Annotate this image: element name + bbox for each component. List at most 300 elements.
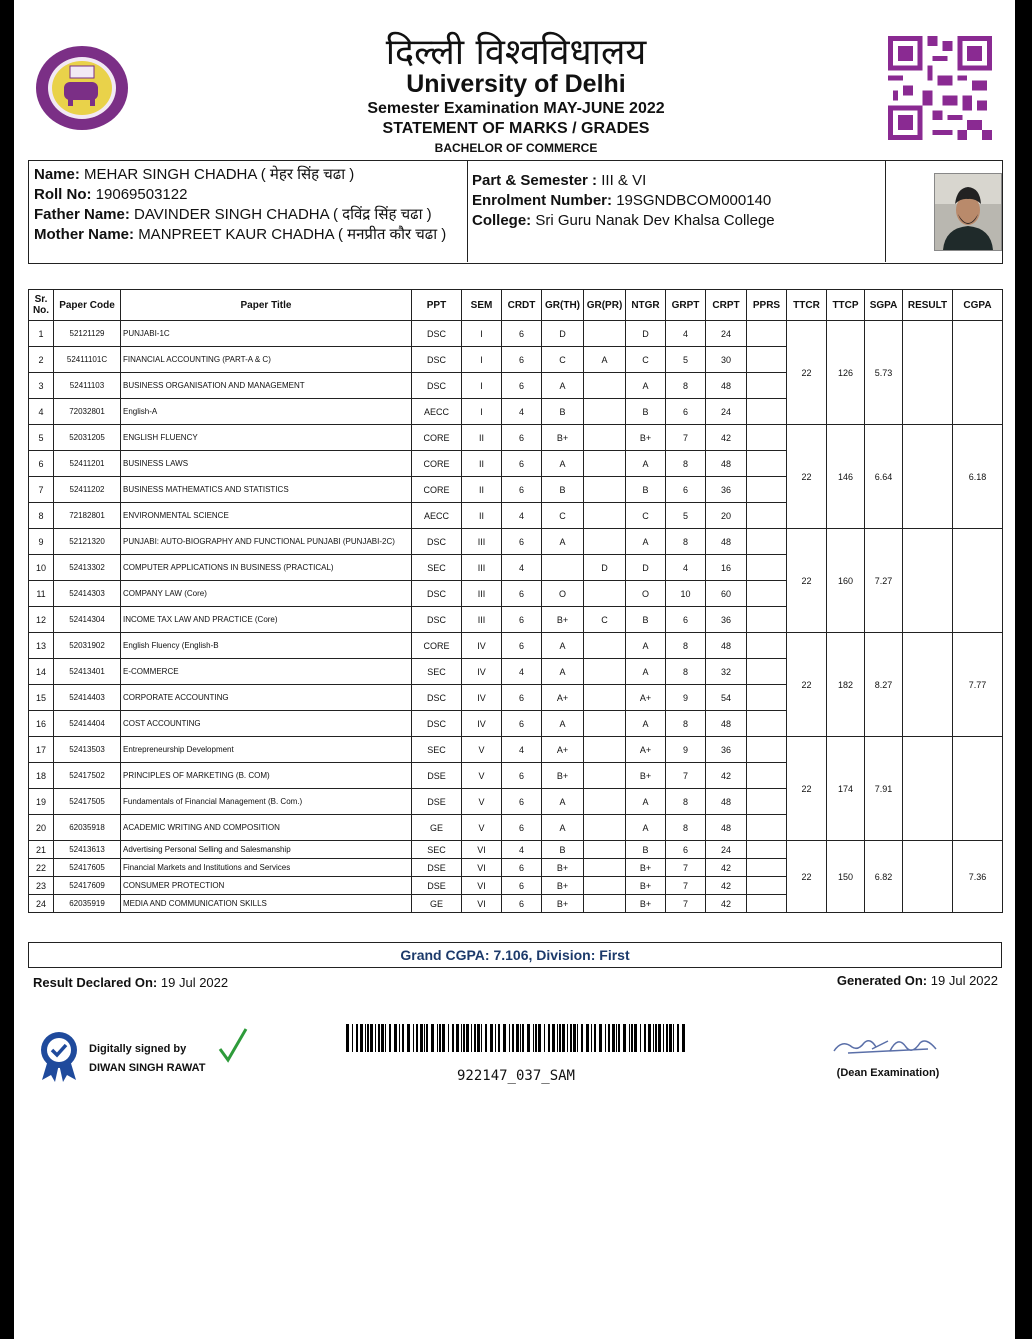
cell-grpr — [584, 895, 626, 913]
cell-ntgr: O — [626, 581, 666, 607]
cell-result — [903, 841, 953, 913]
cell-ttcp: 126 — [827, 321, 865, 425]
cell-crpt: 60 — [706, 581, 747, 607]
column-header: Paper Title — [121, 290, 412, 321]
cell-grpr — [584, 321, 626, 347]
cell-grpr: D — [584, 555, 626, 581]
cell-grpt: 7 — [666, 859, 706, 877]
cell-crdt: 6 — [502, 633, 542, 659]
cell-grth: A+ — [542, 685, 584, 711]
barcode-bar — [631, 1024, 633, 1052]
cell-grpr — [584, 529, 626, 555]
barcode-bar — [557, 1024, 558, 1052]
cell-ntgr: A — [626, 789, 666, 815]
barcode-bar — [424, 1024, 425, 1052]
college-name: Sri Guru Nanak Dev Khalsa College — [535, 212, 775, 229]
barcode-bar — [682, 1024, 685, 1052]
cell-pprs — [747, 763, 787, 789]
barcode-bar — [509, 1024, 510, 1052]
barcode-bar — [381, 1024, 384, 1052]
cell-ntgr: A — [626, 659, 666, 685]
cell-code: 52411201 — [54, 451, 121, 477]
cell-sem: II — [462, 425, 502, 451]
cell-result — [903, 633, 953, 737]
cell-grpr — [584, 877, 626, 895]
barcode-bar — [439, 1024, 441, 1052]
cell-title: COMPUTER APPLICATIONS IN BUSINESS (PRACTICAL) — [121, 555, 412, 581]
barcode-bar — [605, 1024, 606, 1052]
cell-sr: 20 — [29, 815, 54, 841]
cell-crdt: 6 — [502, 477, 542, 503]
cell-code: 62035918 — [54, 815, 121, 841]
cell-crpt: 42 — [706, 763, 747, 789]
cell-sem: VI — [462, 877, 502, 895]
cell-crdt: 4 — [502, 399, 542, 425]
cell-ppt: CORE — [412, 477, 462, 503]
name-label: Name: — [34, 166, 80, 183]
cell-crpt: 30 — [706, 347, 747, 373]
barcode-bar — [640, 1024, 641, 1052]
cell-sr: 15 — [29, 685, 54, 711]
cell-pprs — [747, 659, 787, 685]
cell-ntgr: A — [626, 529, 666, 555]
cell-sem: III — [462, 555, 502, 581]
cell-crpt: 54 — [706, 685, 747, 711]
barcode-bar — [594, 1024, 596, 1052]
cell-sem: I — [462, 399, 502, 425]
column-header: GR(TH) — [542, 290, 584, 321]
cell-ntgr: A — [626, 373, 666, 399]
barcode-bar — [385, 1024, 386, 1052]
cell-ppt: GE — [412, 895, 462, 913]
cell-grpt: 8 — [666, 529, 706, 555]
barcode-bar — [648, 1024, 651, 1052]
cell-ppt: SEC — [412, 659, 462, 685]
barcode-bar — [669, 1024, 672, 1052]
cell-ppt: DSE — [412, 789, 462, 815]
cell-pprs — [747, 451, 787, 477]
part-label: Part & Semester : — [472, 172, 598, 189]
barcode-bar — [658, 1024, 661, 1052]
cell-crdt: 6 — [502, 321, 542, 347]
cell-crdt: 6 — [502, 895, 542, 913]
cell-grth: B — [542, 841, 584, 859]
cell-grth: A — [542, 711, 584, 737]
cell-title: Financial Markets and Institutions and Services — [121, 859, 412, 877]
cell-pprs — [747, 737, 787, 763]
cell-ntgr: A+ — [626, 737, 666, 763]
cell-grth: A+ — [542, 737, 584, 763]
barcode-bar — [416, 1024, 418, 1052]
cell-sem: II — [462, 451, 502, 477]
column-header: CRDT — [502, 290, 542, 321]
cell-grpr — [584, 737, 626, 763]
cell-sem: I — [462, 347, 502, 373]
cell-result — [903, 425, 953, 529]
cell-code: 72182801 — [54, 503, 121, 529]
cell-title: ENVIRONMENTAL SCIENCE — [121, 503, 412, 529]
cell-sr: 2 — [29, 347, 54, 373]
cell-code: 52414303 — [54, 581, 121, 607]
cell-pprs — [747, 841, 787, 859]
barcode-bar — [544, 1024, 545, 1052]
column-header: RESULT — [903, 290, 953, 321]
cell-grth: B — [542, 477, 584, 503]
cell-ntgr: A — [626, 451, 666, 477]
enrolment-number: 19SGNDBCOM000140 — [616, 192, 772, 209]
cell-sem: I — [462, 373, 502, 399]
mother-name: MANPREET KAUR CHADHA ( मनप्रीत कौर चढा ) — [138, 226, 447, 243]
cell-pprs — [747, 877, 787, 895]
barcode-bar — [356, 1024, 358, 1052]
barcode-bar — [365, 1024, 366, 1052]
barcode-bar — [618, 1024, 620, 1052]
university-logo — [34, 44, 130, 132]
cell-grpt: 7 — [666, 877, 706, 895]
cell-crpt: 48 — [706, 633, 747, 659]
cell-ppt: CORE — [412, 425, 462, 451]
barcode-bar — [644, 1024, 646, 1052]
table-row — [29, 841, 1003, 859]
cell-cgpa — [953, 321, 1003, 425]
cell-sem: V — [462, 815, 502, 841]
barcode-bar — [481, 1024, 482, 1052]
barcode-bar — [559, 1024, 561, 1052]
student-name: MEHAR SINGH CHADHA ( मेहर सिंह चढा ) — [84, 166, 355, 183]
university-name: University of Delhi — [406, 70, 626, 98]
cell-title: FINANCIAL ACCOUNTING (PART-A & C) — [121, 347, 412, 373]
cell-sr: 18 — [29, 763, 54, 789]
cell-grpt: 4 — [666, 321, 706, 347]
cell-grth: C — [542, 503, 584, 529]
cell-sr: 21 — [29, 841, 54, 859]
cell-crdt: 6 — [502, 425, 542, 451]
barcode-bar — [516, 1024, 519, 1052]
father-name: DAVINDER SINGH CHADHA ( दविंद्र सिंह चढा ) — [134, 206, 432, 223]
barcode-bar — [562, 1024, 565, 1052]
cell-ttcp: 150 — [827, 841, 865, 913]
barcode-bar — [485, 1024, 487, 1052]
cell-crdt: 6 — [502, 859, 542, 877]
barcode-bar — [503, 1024, 506, 1052]
cell-sem: V — [462, 737, 502, 763]
cell-ppt: DSE — [412, 763, 462, 789]
qr-code — [888, 36, 992, 140]
cell-ttcp: 182 — [827, 633, 865, 737]
cell-code: 52413401 — [54, 659, 121, 685]
cell-title: English-A — [121, 399, 412, 425]
cell-code: 52414304 — [54, 607, 121, 633]
cell-sr: 8 — [29, 503, 54, 529]
cell-sr: 10 — [29, 555, 54, 581]
student-photo — [934, 173, 1002, 251]
cell-crdt: 4 — [502, 659, 542, 685]
cell-grpt: 5 — [666, 347, 706, 373]
cell-sem: IV — [462, 633, 502, 659]
barcode-bar — [552, 1024, 555, 1052]
column-header: SEM — [462, 290, 502, 321]
cell-crdt: 6 — [502, 529, 542, 555]
cell-ntgr: A — [626, 711, 666, 737]
cell-code: 52121320 — [54, 529, 121, 555]
cell-pprs — [747, 425, 787, 451]
barcode-bar — [437, 1024, 438, 1052]
cell-sr: 9 — [29, 529, 54, 555]
cell-sr: 16 — [29, 711, 54, 737]
barcode-bar — [448, 1024, 449, 1052]
barcode-bar — [663, 1024, 664, 1052]
signer-block — [89, 1040, 206, 1078]
cell-pprs — [747, 373, 787, 399]
cell-result — [903, 529, 953, 633]
cell-code: 72032801 — [54, 399, 121, 425]
column-header: PPT — [412, 290, 462, 321]
cell-grpr — [584, 815, 626, 841]
barcode-bar — [399, 1024, 400, 1052]
cell-title: PUNJABI-1C — [121, 321, 412, 347]
degree-title: BACHELOR OF COMMERCE — [434, 141, 598, 155]
cell-grth: O — [542, 581, 584, 607]
cell-ppt: DSE — [412, 877, 462, 895]
cell-grpt: 6 — [666, 841, 706, 859]
college-label: College: — [472, 212, 532, 229]
cell-crpt: 48 — [706, 711, 747, 737]
signer-name: DIWAN SINGH RAWAT — [89, 1062, 206, 1074]
cell-sem: IV — [462, 711, 502, 737]
cell-grth: A — [542, 529, 584, 555]
barcode-bar — [477, 1024, 480, 1052]
barcode-bar — [577, 1024, 578, 1052]
barcode-bar — [456, 1024, 459, 1052]
cell-code: 52417502 — [54, 763, 121, 789]
cell-grpt: 8 — [666, 633, 706, 659]
hindi-title: दिल्ली विश्वविधालय — [385, 32, 647, 73]
cell-grpt: 8 — [666, 815, 706, 841]
cell-sem: IV — [462, 659, 502, 685]
cell-crdt: 4 — [502, 503, 542, 529]
cell-ttcr: 22 — [787, 321, 827, 425]
cell-pprs — [747, 555, 787, 581]
cell-title: MEDIA AND COMMUNICATION SKILLS — [121, 895, 412, 913]
cell-grth: A — [542, 789, 584, 815]
cell-code: 52411103 — [54, 373, 121, 399]
cell-ttcr: 22 — [787, 841, 827, 913]
cell-crpt: 16 — [706, 555, 747, 581]
generated-label: Generated On: — [836, 973, 928, 988]
cell-sr: 7 — [29, 477, 54, 503]
cell-sr: 6 — [29, 451, 54, 477]
barcode-bar — [442, 1024, 445, 1052]
barcode-bar — [616, 1024, 617, 1052]
cell-crdt: 6 — [502, 789, 542, 815]
barcode-bar — [608, 1024, 610, 1052]
cell-pprs — [747, 347, 787, 373]
table-row — [29, 529, 1003, 555]
cell-pprs — [747, 685, 787, 711]
cell-grpr — [584, 685, 626, 711]
cell-crpt: 32 — [706, 659, 747, 685]
cell-sgpa: 6.64 — [865, 425, 903, 529]
column-header: SGPA — [865, 290, 903, 321]
cell-grpr — [584, 451, 626, 477]
cell-grth: A — [542, 451, 584, 477]
cell-ppt: GE — [412, 815, 462, 841]
cell-grth: B+ — [542, 895, 584, 913]
barcode-bar — [655, 1024, 657, 1052]
cell-cgpa — [953, 529, 1003, 633]
cell-ttcp: 146 — [827, 425, 865, 529]
cell-cgpa: 6.18 — [953, 425, 1003, 529]
cell-pprs — [747, 503, 787, 529]
cell-ntgr: D — [626, 555, 666, 581]
cell-title: CONSUMER PROTECTION — [121, 877, 412, 895]
cell-pprs — [747, 529, 787, 555]
table-row — [29, 321, 1003, 347]
cell-sr: 3 — [29, 373, 54, 399]
column-header: GR(PR) — [584, 290, 626, 321]
check-icon — [218, 1027, 248, 1063]
cell-crdt: 6 — [502, 581, 542, 607]
barcode-bar — [431, 1024, 434, 1052]
cell-code: 52031205 — [54, 425, 121, 451]
cell-pprs — [747, 581, 787, 607]
barcode-bar — [623, 1024, 626, 1052]
cell-sem: III — [462, 607, 502, 633]
barcode-bar — [522, 1024, 524, 1052]
cell-ppt: AECC — [412, 399, 462, 425]
cell-code: 52417609 — [54, 877, 121, 895]
barcode-bar — [548, 1024, 550, 1052]
cell-pprs — [747, 711, 787, 737]
cell-sem: VI — [462, 859, 502, 877]
barcode-bar — [629, 1024, 630, 1052]
cell-result — [903, 737, 953, 841]
cell-grth: B+ — [542, 859, 584, 877]
cell-grpt: 8 — [666, 659, 706, 685]
cell-ttcp: 160 — [827, 529, 865, 633]
cell-grpt: 6 — [666, 607, 706, 633]
cell-title: Entrepreneurship Development — [121, 737, 412, 763]
cell-ppt: DSC — [412, 321, 462, 347]
cell-grpt: 4 — [666, 555, 706, 581]
cell-crdt: 6 — [502, 607, 542, 633]
cell-pprs — [747, 789, 787, 815]
cell-grpr — [584, 841, 626, 859]
cell-crpt: 42 — [706, 425, 747, 451]
cell-ntgr: D — [626, 321, 666, 347]
cell-pprs — [747, 895, 787, 913]
cell-crpt: 36 — [706, 737, 747, 763]
cell-grpt: 5 — [666, 503, 706, 529]
cell-ntgr: C — [626, 347, 666, 373]
cell-ntgr: A+ — [626, 685, 666, 711]
barcode-bar — [389, 1024, 391, 1052]
cell-ttcr: 22 — [787, 737, 827, 841]
cell-ppt: DSC — [412, 373, 462, 399]
cell-code: 52414404 — [54, 711, 121, 737]
cell-sr: 22 — [29, 859, 54, 877]
cell-ppt: AECC — [412, 503, 462, 529]
cell-sr: 19 — [29, 789, 54, 815]
barcode-bar — [402, 1024, 404, 1052]
generated-on — [837, 973, 998, 988]
cell-sr: 13 — [29, 633, 54, 659]
barcode-bar — [346, 1024, 349, 1052]
barcode-bar — [352, 1024, 353, 1052]
cell-title: COST ACCOUNTING — [121, 711, 412, 737]
cell-sem: II — [462, 503, 502, 529]
cell-crdt: 4 — [502, 841, 542, 859]
barcode-bar — [634, 1024, 637, 1052]
cell-grth: B+ — [542, 425, 584, 451]
cell-ppt: DSE — [412, 859, 462, 877]
cell-title: PRINCIPLES OF MARKETING (B. COM) — [121, 763, 412, 789]
cell-crpt: 48 — [706, 815, 747, 841]
cell-pprs — [747, 321, 787, 347]
cell-pprs — [747, 399, 787, 425]
cell-sem: VI — [462, 895, 502, 913]
cell-cgpa: 7.77 — [953, 633, 1003, 737]
cell-crdt: 6 — [502, 451, 542, 477]
barcode-bar — [360, 1024, 363, 1052]
cell-pprs — [747, 607, 787, 633]
cell-sr: 24 — [29, 895, 54, 913]
cell-code: 52411101C — [54, 347, 121, 373]
barcode-bar — [570, 1024, 572, 1052]
cell-code: 52121129 — [54, 321, 121, 347]
cell-grth: A — [542, 815, 584, 841]
cell-title: PUNJABI: AUTO-BIOGRAPHY AND FUNCTIONAL PUNJABI (PUNJABI-2C) — [121, 529, 412, 555]
cell-ppt: DSC — [412, 529, 462, 555]
cell-sem: III — [462, 529, 502, 555]
cell-grpr — [584, 581, 626, 607]
enrol-label: Enrolment Number: — [472, 192, 613, 209]
barcode-bar — [413, 1024, 414, 1052]
barcode-bar — [581, 1024, 583, 1052]
cell-grpr — [584, 633, 626, 659]
cell-crdt: 6 — [502, 877, 542, 895]
cell-title: E-COMMERCE — [121, 659, 412, 685]
cell-code: 52413503 — [54, 737, 121, 763]
barcode-bar — [474, 1024, 476, 1052]
cell-ttcr: 22 — [787, 529, 827, 633]
cell-grth: B+ — [542, 607, 584, 633]
cell-grpr: A — [584, 347, 626, 373]
cell-code: 52411202 — [54, 477, 121, 503]
cell-grpt: 7 — [666, 763, 706, 789]
column-header: CRPT — [706, 290, 747, 321]
cell-crpt: 48 — [706, 789, 747, 815]
column-header: PPRS — [747, 290, 787, 321]
photo-cell — [885, 161, 1003, 262]
cell-crpt: 24 — [706, 841, 747, 859]
cell-pprs — [747, 633, 787, 659]
barcode-bar — [370, 1024, 373, 1052]
cell-grpt: 6 — [666, 399, 706, 425]
barcode-bar — [653, 1024, 654, 1052]
table-row — [29, 425, 1003, 451]
cell-grpt: 8 — [666, 451, 706, 477]
column-header: TTCR — [787, 290, 827, 321]
exam-title: Semester Examination MAY-JUNE 2022 — [367, 100, 665, 117]
cell-crdt: 4 — [502, 737, 542, 763]
cell-sgpa: 5.73 — [865, 321, 903, 425]
barcode-bar — [466, 1024, 469, 1052]
cell-grpt: 6 — [666, 477, 706, 503]
cell-crpt: 48 — [706, 373, 747, 399]
cell-ntgr: A — [626, 633, 666, 659]
roll-label: Roll No: — [34, 186, 92, 203]
